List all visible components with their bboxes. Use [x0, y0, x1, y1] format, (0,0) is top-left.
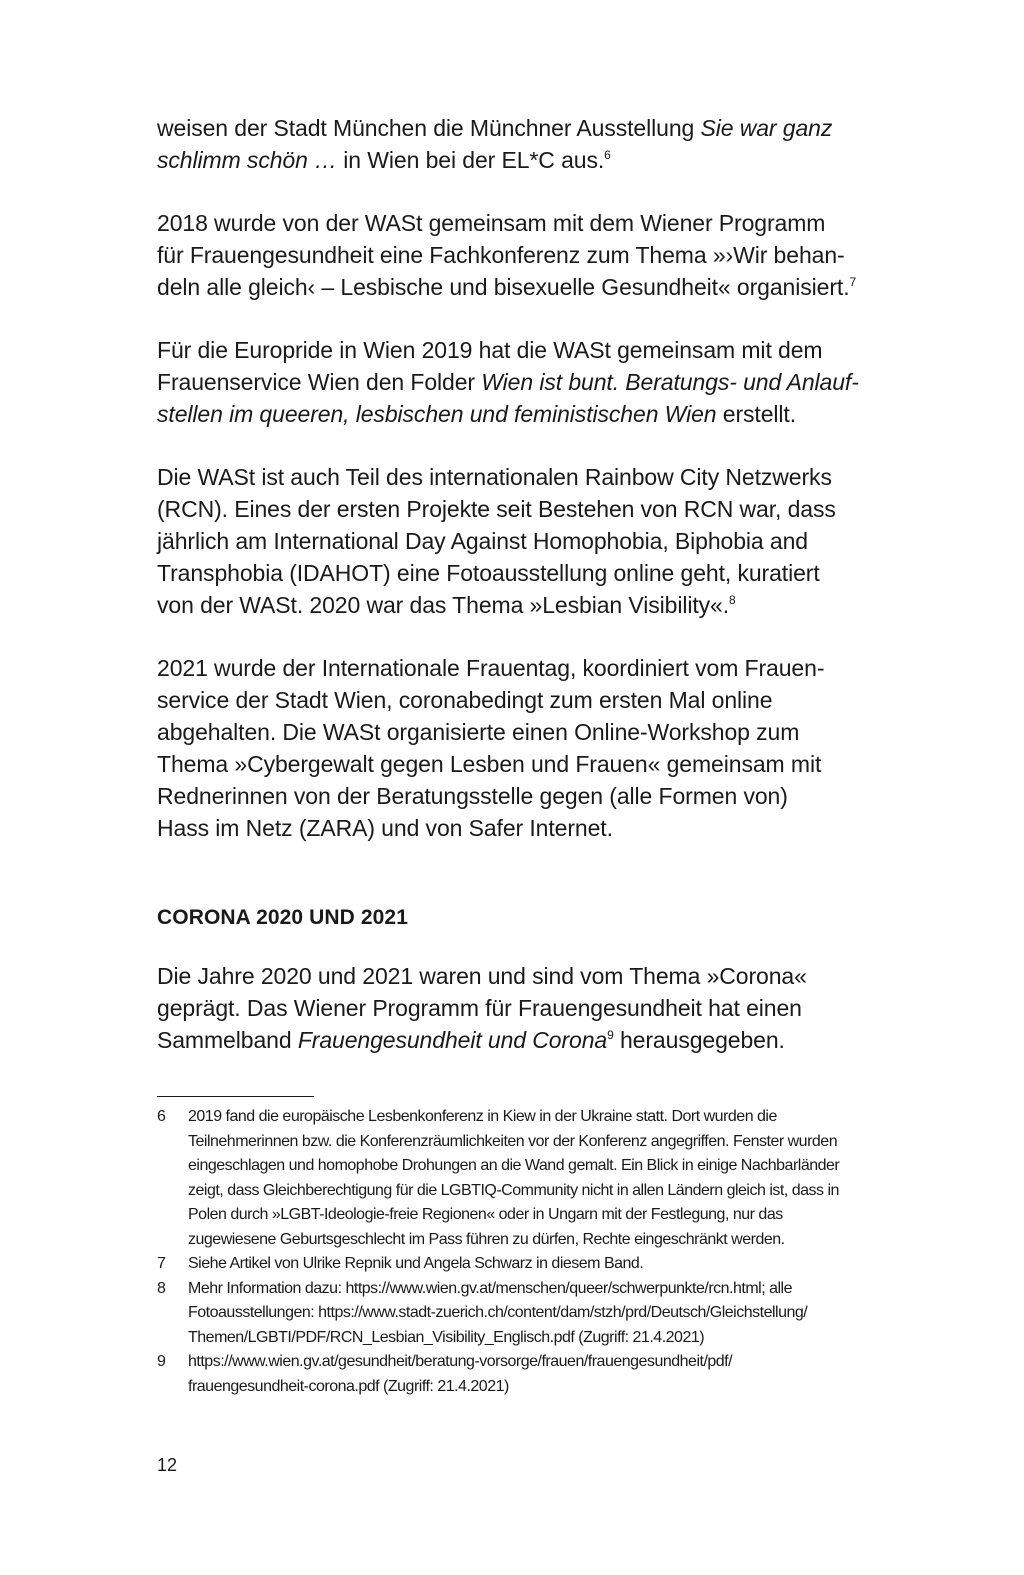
- footnote-ref[interactable]: 7: [849, 275, 857, 289]
- text-line: Hass im Netz (ZARA) und von Safer Internet.: [157, 815, 613, 841]
- footnote-text[interactable]: Mehr Information dazu: https://www.wien.gv.at/menschen/queer/schwerpunkte/rcn.html; alle Fotoausstellungen: https://www.stadt-zuerich.ch/content/dam/stzh/prd/Deutsch/Gleichstellung/ Themen/LGBTI/PDF/RCN_Lesbian_Visibility_Englisch.pdf (Zugriff: 21.4.2021): [188, 1279, 808, 1346]
- text-line: (RCN). Eines der ersten Projekte seit Bestehen von RCN war, dass: [157, 496, 836, 522]
- footnote-divider: [157, 1096, 314, 1097]
- paragraph-europride: [157, 334, 897, 430]
- page-content: [157, 112, 897, 1399]
- footnote-7: [157, 1252, 897, 1277]
- footnote-text: 2019 fand die europäische Lesbenkonferenz in Kiew in der Ukraine statt. Dort wurden die Teilnehmerinnen bzw. die Konferenzräumlichkeiten vor der Konferenz angegriffen. Fenster wurden eingeschlagen und homophobe Drohungen an die Wand gemalt. Ein Blick in einige Nachbarländer zeigt, dass Gleichberechtigung für die LGBTIQ-Community nicht in allen Ländern gleich ist, dass in Polen durch »LGBT-Ideologie-freie Regionen« oder in Ungarn mit der Festlegung, nur das zugewiesene Geburtsgeschlecht im Pass führen zu dürfen, Rechte eingeschränkt werden.: [188, 1108, 840, 1248]
- text-line: 2018 wurde von der WASt gemeinsam mit dem Wiener Programm: [157, 210, 826, 236]
- footnote-text: Siehe Artikel von Ulrike Repnik und Angela Schwarz in diesem Band.: [188, 1255, 644, 1272]
- footnote-8: [157, 1277, 897, 1351]
- footnote-number: 9: [157, 1353, 166, 1370]
- footnote-9: [157, 1350, 897, 1399]
- text-line: Sammelband Frauengesundheit und Corona$^9$ herausgegeben.: [157, 1027, 785, 1053]
- paragraph-womens-day: [157, 652, 897, 844]
- text-line: Für die Europride in Wien 2019 hat die WASt gemeinsam mit dem: [157, 337, 823, 363]
- footnote-ref[interactable]: 8: [729, 593, 736, 607]
- text-line: Thema »Cybergewalt gegen Lesben und Frauen« gemeinsam mit: [157, 751, 822, 777]
- text-line: Transphobia (IDAHOT) eine Fotoausstellung online geht, kuratiert: [157, 560, 820, 586]
- text-line: 2021 wurde der Internationale Frauentag, koordiniert vom Frauen-: [157, 655, 825, 681]
- text-line: von der WASt. 2020 war das Thema »Lesbian Visibility«.$^8$: [157, 592, 736, 618]
- footnote-number: 7: [157, 1255, 166, 1272]
- footnotes: [157, 1105, 897, 1399]
- footnote-ref[interactable]: 9: [607, 1028, 614, 1042]
- footnote-ref[interactable]: 6: [604, 148, 611, 162]
- paragraph-corona: [157, 960, 897, 1056]
- text-line: schlimm schön … in Wien bei der EL*C aus.$^6$: [157, 147, 611, 173]
- footnote-number: 8: [157, 1279, 166, 1297]
- paragraph-exhibition: [157, 112, 897, 176]
- footnote-number: 6: [157, 1108, 166, 1125]
- text-line: service der Stadt Wien, coronabedingt zum ersten Mal online: [157, 687, 773, 713]
- text-line: Die Jahre 2020 und 2021 waren und sind vom Thema »Corona«: [157, 963, 807, 989]
- text-line: weisen der Stadt München die Münchner Ausstellung Sie war ganz: [157, 115, 833, 141]
- section-heading: CORONA 2020 UND 2021: [157, 906, 408, 929]
- text-line: abgehalten. Die WASt organisierte einen Online-Workshop zum: [157, 719, 800, 745]
- footnote-text[interactable]: https://www.wien.gv.at/gesundheit/beratung-vorsorge/frauen/frauengesundheit/pdf/ frauengesundheit-corona.pdf (Zugriff: 21.4.2021): [188, 1353, 733, 1395]
- text-line: geprägt. Das Wiener Programm für Frauengesundheit hat einen: [157, 995, 802, 1021]
- paragraph-conference: [157, 207, 897, 303]
- text-line: für Frauengesundheit eine Fachkonferenz zum Thema »›Wir behan-: [157, 242, 845, 268]
- text-line: jährlich am International Day Against Homophobia, Biphobia and: [157, 528, 808, 554]
- text-line: stellen im queeren, lesbischen und feministischen Wien erstellt.: [157, 401, 797, 427]
- text-line: deln alle gleich‹ – Lesbische und bisexuelle Gesundheit« organisiert.$^7$: [157, 274, 857, 300]
- text-line: Rednerinnen von der Beratungsstelle gegen (alle Formen von): [157, 783, 788, 809]
- paragraph-rainbow-city: [157, 461, 897, 621]
- text-line: Frauenservice Wien den Folder Wien ist bunt. Beratungs- und Anlauf-: [157, 369, 859, 395]
- footnote-6: [157, 1105, 897, 1252]
- text-line: Die WASt ist auch Teil des internationalen Rainbow City Netzwerks: [157, 464, 832, 490]
- page-number: 12: [157, 1455, 178, 1475]
